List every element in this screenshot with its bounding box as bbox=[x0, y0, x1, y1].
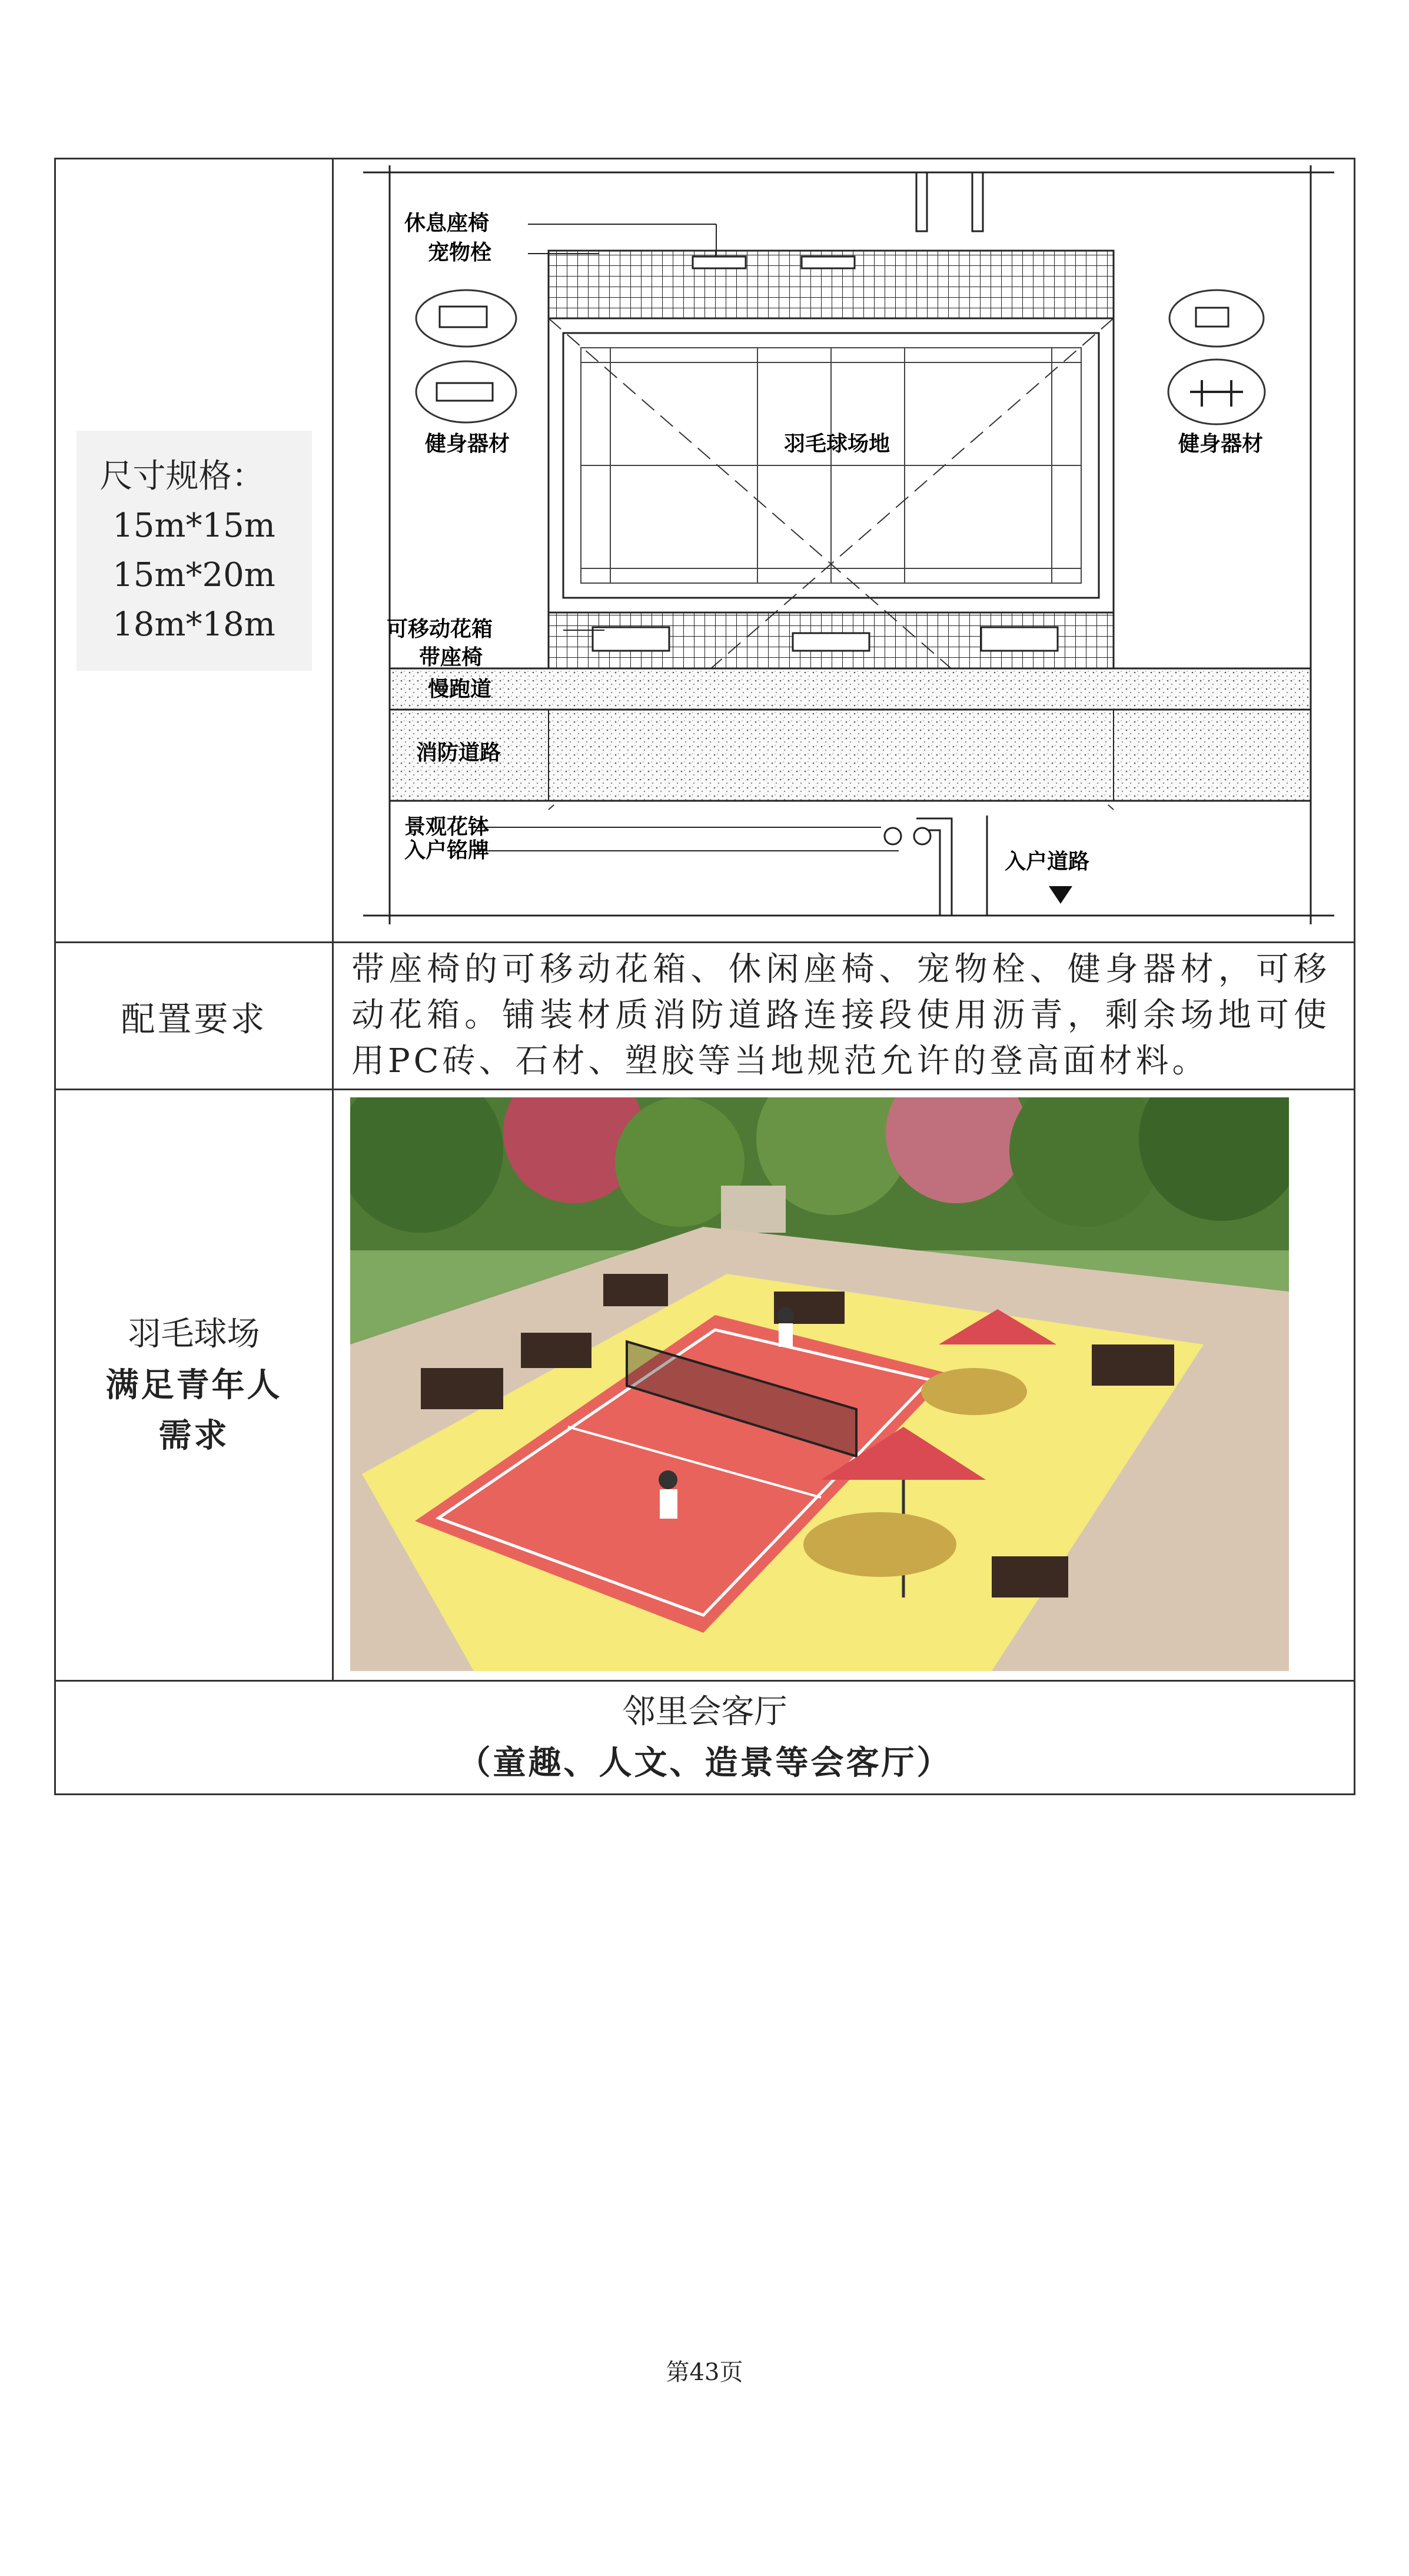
spec-table bbox=[54, 158, 1355, 1795]
badminton-title: 羽毛球场 bbox=[128, 1315, 260, 1353]
config-text: 带座椅的可移动花箱、休闲座椅、宠物栓、健身器材，可移动花箱。铺装材质消防道路连接段使用沥青，剩余场地可使用PC砖、石材、塑胶等当地规范允许的登高面材料。 bbox=[351, 950, 1330, 1080]
row-badminton bbox=[56, 1090, 1354, 1682]
lounge-title: 邻里会客厅 bbox=[622, 1693, 787, 1731]
plan-label-jogging: 慢跑道 bbox=[428, 677, 492, 701]
plan-label-fitness-left: 健身器材 bbox=[425, 432, 510, 456]
badminton-subtitle: 满足青年人需求 bbox=[105, 1366, 283, 1455]
plan-label-planter-seat: 带座椅 bbox=[419, 645, 483, 670]
size-option: 15m*20m bbox=[112, 555, 275, 594]
lounge-subtitle: （童趣、人文、造景等会客厅） bbox=[457, 1743, 952, 1782]
plan-label-pet: 宠物栓 bbox=[428, 241, 492, 265]
badminton-label bbox=[56, 1090, 334, 1680]
config-label: 配置要求 bbox=[56, 943, 334, 1089]
row-size-spec bbox=[56, 159, 1354, 943]
row-config bbox=[56, 943, 1354, 1090]
plan-label-planter: 可移动花箱 bbox=[387, 617, 493, 641]
site-plan-drawing bbox=[334, 159, 1352, 943]
badminton-render-image bbox=[350, 1097, 1289, 1671]
row-neighborhood-lounge bbox=[56, 1682, 1354, 1793]
plan-label-sign: 入户铭牌 bbox=[404, 838, 490, 863]
plan-label-bench: 休息座椅 bbox=[404, 211, 490, 235]
render-cell bbox=[334, 1090, 1354, 1680]
plan-label-fitness-right: 健身器材 bbox=[1178, 432, 1264, 456]
plan-label-flower: 景观花钵 bbox=[404, 815, 490, 839]
size-spec-cell bbox=[56, 159, 334, 941]
plan-label-entry: 入户道路 bbox=[1005, 850, 1090, 874]
plan-label-fire-road: 消防道路 bbox=[416, 741, 501, 765]
size-spec-title: 尺寸规格： bbox=[99, 457, 265, 495]
size-spec-box bbox=[77, 431, 312, 671]
page-number: 第43页 bbox=[666, 2359, 743, 2386]
size-option: 15m*15m bbox=[112, 506, 275, 545]
size-option: 18m*18m bbox=[112, 605, 275, 644]
plan-label-court: 羽毛球场地 bbox=[784, 432, 890, 456]
site-plan-cell bbox=[334, 159, 1354, 941]
